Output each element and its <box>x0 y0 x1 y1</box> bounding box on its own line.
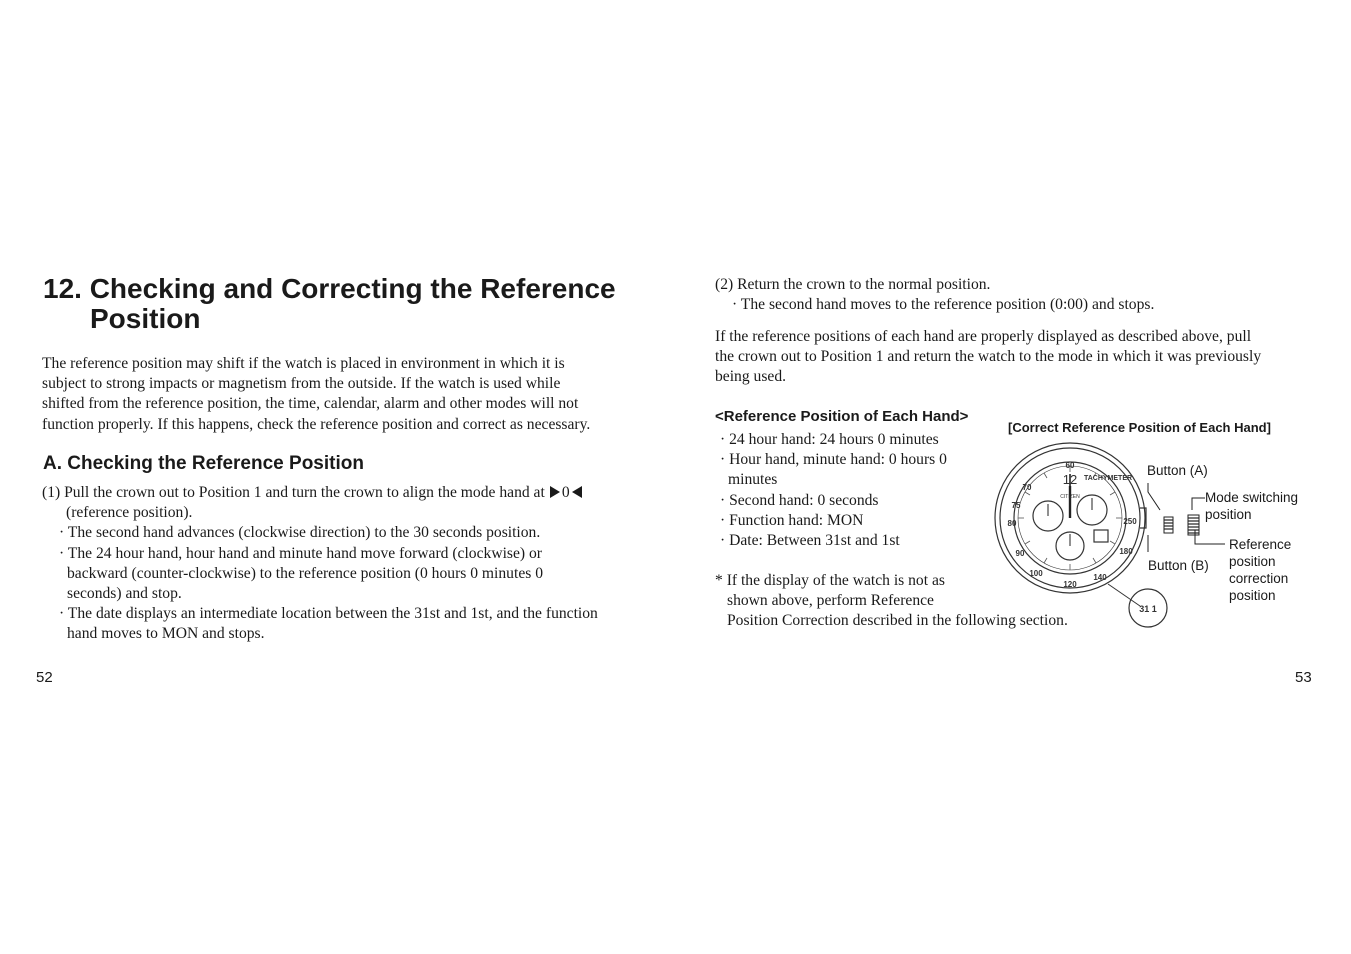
bezel-number: 140 <box>1093 573 1107 582</box>
intro-line: subject to strong impacts or magnetism from the outside. If the watch is used while <box>42 375 561 393</box>
mode-switching-leader <box>1192 498 1205 510</box>
note-line: * If the display of the watch is not as <box>715 572 945 589</box>
bezel-number: 100 <box>1029 569 1043 578</box>
bezel-number: 90 <box>1015 549 1025 558</box>
reference-item: · Function hand: MON <box>720 511 864 529</box>
bezel-number: 250 <box>1123 517 1137 526</box>
left-page-title <box>43 274 683 334</box>
step2-line1: (2) Return the crown to the normal position. <box>715 276 991 293</box>
intro-line: function properly. If this happens, check the reference position and correct as necessary. <box>42 415 591 433</box>
brand-logo: CITIZEN <box>1060 494 1080 500</box>
intro-paragraph <box>42 354 662 435</box>
step-1 <box>42 483 662 645</box>
section-subheading <box>43 453 364 475</box>
intro-line: shifted from the reference position, the time, calendar, alarm and other modes will not <box>42 395 579 413</box>
step1-text: (1) Pull the crown out to Position 1 and turn the crown to align the mode hand at <box>42 484 545 501</box>
left-triangle-icon <box>572 486 582 498</box>
step1-line2: (reference position). <box>66 504 193 522</box>
step1-bullet: · The second hand advances (clockwise direction) to the 30 seconds position. <box>59 524 541 542</box>
bezel-number: 180 <box>1119 547 1133 556</box>
step1-bullet: · The date displays an intermediate location between the 31st and 1st, and the function hand moves to MON and stops. <box>59 605 598 643</box>
date-window <box>1094 530 1108 542</box>
date-zoom-text: 31 1 <box>1139 604 1157 614</box>
bezel-number: 70 <box>1022 483 1032 492</box>
reference-correction-leader <box>1195 530 1225 544</box>
figure-caption: [Correct Reference Position of Each Hand] <box>1008 420 1271 435</box>
right-triangle-icon <box>550 486 560 498</box>
button-a-leader <box>1148 483 1160 510</box>
intro-line: The reference position may shift if the watch is placed in environment in which it is <box>42 355 565 372</box>
title-line-2: Position <box>90 303 201 334</box>
reference-item: · 24 hour hand: 24 hours 0 minutes <box>720 431 939 448</box>
reference-list <box>716 430 986 551</box>
note-line: shown above, perform Reference <box>727 592 934 610</box>
reference-item: · Hour hand, minute hand: 0 hours 0 minutes <box>720 451 947 489</box>
reference-heading: <Reference Position of Each Hand> <box>715 408 969 425</box>
bezel-number: 80 <box>1007 519 1017 528</box>
bezel-number: 75 <box>1011 501 1021 510</box>
paragraph-line: the crown out to Position 1 and return the watch to the mode in which it was previously <box>715 348 1262 366</box>
mode-zero-symbol: 0 <box>561 484 570 501</box>
page-number-right: 53 <box>1295 669 1312 686</box>
step1-line1 <box>42 483 662 503</box>
mode-switching-label: Mode switching position <box>1205 490 1299 522</box>
subheading-text: A. Checking the Reference Position <box>43 453 364 474</box>
button-b-label: Button (B) <box>1148 558 1209 573</box>
title-line-1: 12. Checking and Correcting the Reference <box>43 273 616 304</box>
dial-twelve: 12 <box>1062 472 1078 487</box>
reference-item: · Date: Between 31st and 1st <box>720 532 900 550</box>
reference-item: · Second hand: 0 seconds <box>720 491 879 509</box>
reference-correction-label: Reference position correction position <box>1229 537 1292 603</box>
step2-bullet: · The second hand moves to the reference position (0:00) and stops. <box>732 296 1155 314</box>
paragraph-line: If the reference positions of each hand are properly displayed as described above, pull <box>715 328 1252 345</box>
bezel-word: TACHYMETER <box>1083 475 1133 482</box>
button-a-label: Button (A) <box>1147 463 1208 478</box>
bezel-number: 60 <box>1065 461 1075 470</box>
pointer-to-zoom <box>1108 584 1140 606</box>
verification-paragraph <box>715 327 1325 388</box>
step-2 <box>715 275 1315 315</box>
paragraph-line: being used. <box>715 368 787 386</box>
note-line: Position Correction described in the following section. <box>727 612 1068 630</box>
step1-bullet: · The 24 hour hand, hour hand and minute hand move forward (clockwise) or backward (counter-clockwise) to the reference position (0 hours 0 minutes 0 seconds) and stop. <box>59 544 543 603</box>
page-number-left: 52 <box>36 669 53 686</box>
bezel-number: 120 <box>1063 580 1077 589</box>
